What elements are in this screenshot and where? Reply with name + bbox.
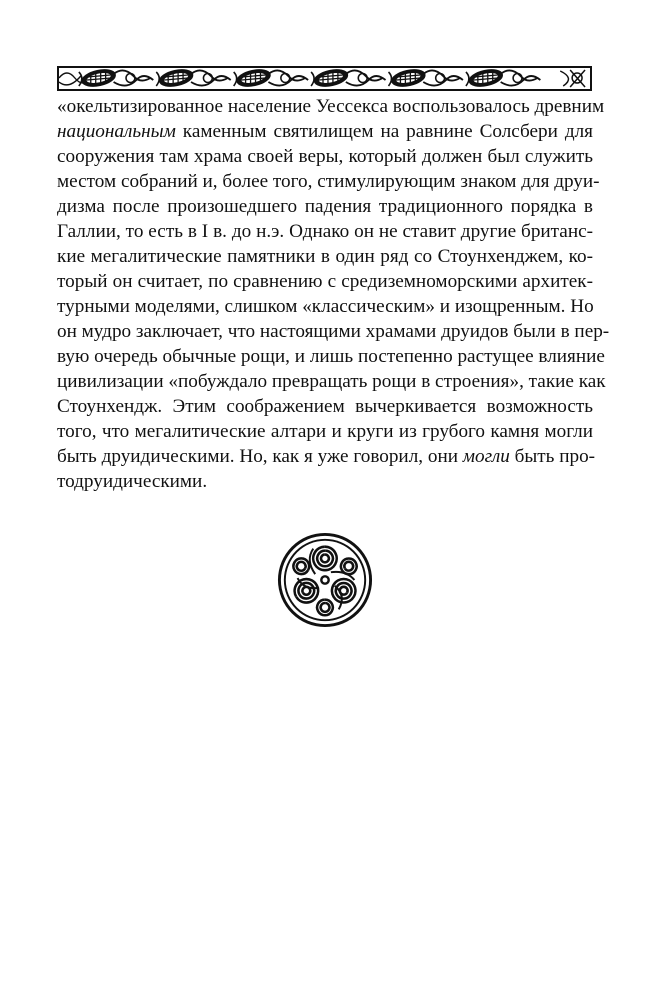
text-segment: местом собраний и, более того, стимулирующим знаком для друи-: [57, 171, 600, 192]
italic-emphasis: национальным: [57, 121, 176, 142]
text-segment: торый он считает, по сравнению с средиземноморскими архитек-: [57, 271, 593, 292]
text-segment: «окельтизированное население Уессекса воспользовалось древним: [57, 96, 605, 117]
text-segment: вую очередь обычные рощи, и лишь постепенно растущее влияние: [57, 346, 605, 367]
text-line: [57, 469, 593, 494]
text-line: [57, 444, 596, 469]
text-segment: быть про-: [509, 446, 596, 467]
celtic-triskele-roundel-icon: [276, 531, 374, 629]
text-segment: Галлии, то есть в I в. до н.э. Однако он не ставит другие британс-: [57, 221, 593, 242]
text-line: [57, 294, 593, 319]
text-segment: кие мегалитические памятники в один ряд со Стоунхенджем, ко-: [57, 246, 593, 267]
celtic-knotwork-band-icon: [57, 66, 592, 91]
body-text: [57, 94, 610, 494]
text-segment: быть друидическими. Но, как я уже говорил, они: [57, 446, 463, 467]
text-line: [57, 319, 610, 344]
text-segment: цивилизации «побуждало превращать рощи в строения», такие как: [57, 371, 606, 392]
text-segment: тодруидическими.: [57, 471, 208, 492]
text-segment: он мудро заключает, что настоящими храмами друидов были в пер-: [57, 321, 610, 342]
text-segment: дизма после произошедшего падения традиционного порядка в: [57, 196, 593, 217]
text-line: [57, 194, 593, 219]
text-segment: того, что мегалитические алтари и круги из грубого камня могли: [57, 421, 593, 442]
italic-emphasis: могли: [462, 446, 510, 467]
text-segment: каменным святилищем на равнине Солсбери для: [175, 121, 593, 142]
text-line: [57, 94, 605, 119]
text-line: [57, 219, 593, 244]
text-line: [57, 244, 593, 269]
text-line: [57, 394, 593, 419]
text-line: [57, 119, 593, 144]
text-line: [57, 344, 605, 369]
text-line: [57, 419, 593, 444]
text-segment: Стоунхендж. Этим соображением вычеркивается возможность: [57, 396, 593, 417]
text-line: [57, 144, 593, 169]
text-line: [57, 269, 593, 294]
text-line: [57, 169, 600, 194]
text-segment: сооружения там храма своей веры, который должен был служить: [57, 146, 593, 167]
text-segment: турными моделями, слишком «классическим» и изощренным. Но: [57, 296, 594, 317]
text-line: [57, 369, 606, 394]
